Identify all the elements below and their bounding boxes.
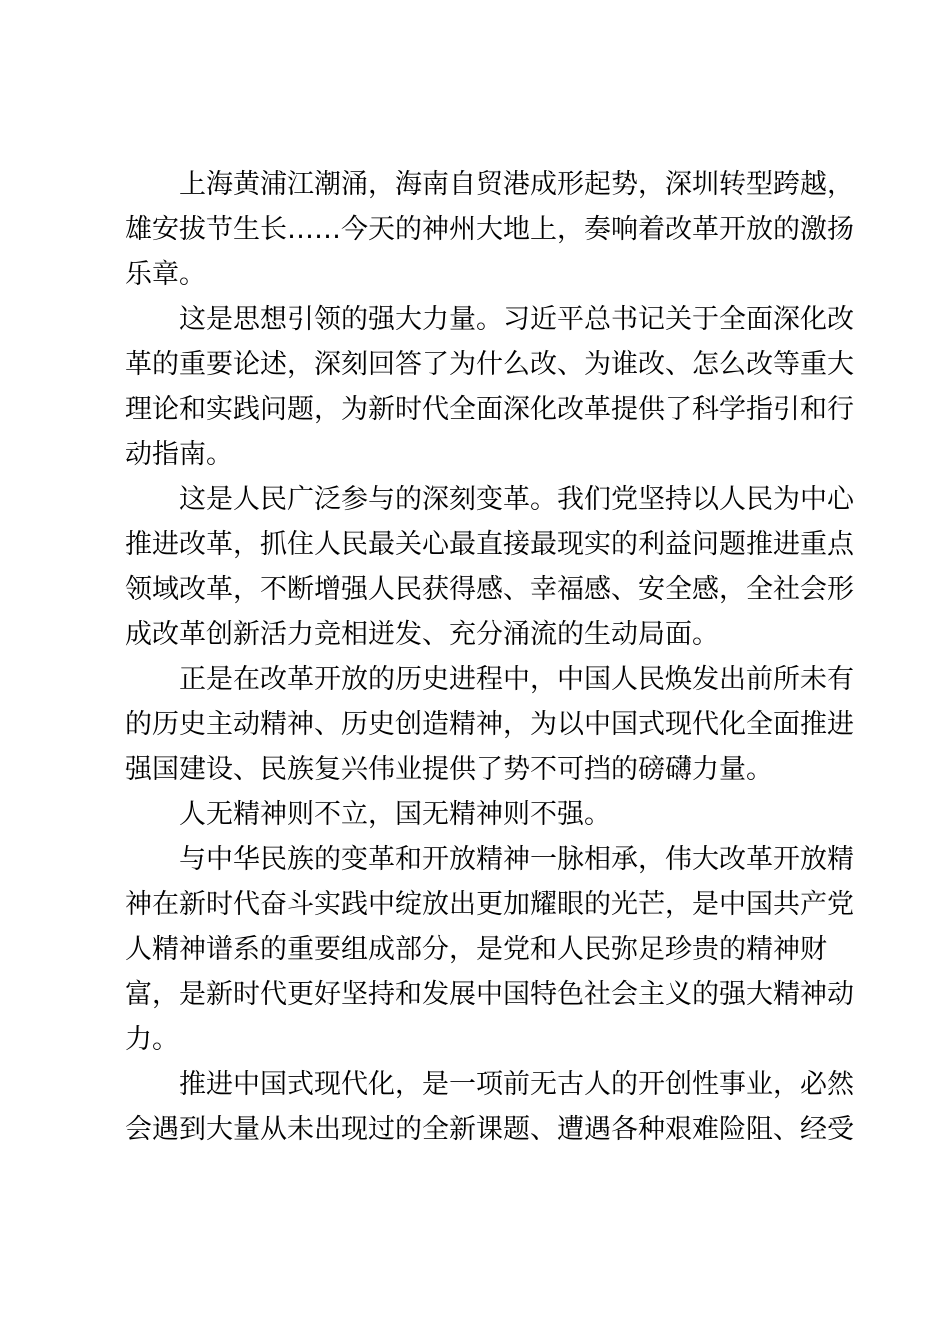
paragraph-3-line-3: 领域改革，不断增强人民获得感、幸福感、安全感，全社会形 [125,574,854,605]
paragraph-3-line-1: 这是人民广泛参与的深刻变革。我们党坚持以人民为中心 [179,484,854,515]
paragraph-2-line-2: 革的重要论述，深刻回答了为什么改、为谁改、怎么改等重大 [125,349,854,380]
paragraph-6-line-4: 富，是新时代更好坚持和发展中国特色社会主义的强大精神动 [125,979,854,1010]
paragraph-7-line-1: 推进中国式现代化，是一项前无古人的开创性事业，必然 [179,1069,854,1100]
paragraph-1-line-1: 上海黄浦江潮涌，海南自贸港成形起势，深圳转型跨越， [179,169,854,200]
paragraph-2-line-1: 这是思想引领的强大力量。习近平总书记关于全面深化改 [179,304,854,335]
paragraph-7-line-2: 会遇到大量从未出现过的全新课题、遭遇各种艰难险阻、经受 [125,1114,854,1145]
paragraph-1-line-3: 乐章。 [125,259,206,290]
document-body [125,162,854,1152]
paragraph-3-line-2: 推进改革，抓住人民最关心最直接最现实的利益问题推进重点 [125,529,854,560]
paragraph-5-line-1: 人无精神则不立，国无精神则不强。 [179,799,611,830]
paragraph-4-line-1: 正是在改革开放的历史进程中，中国人民焕发出前所未有 [179,664,854,695]
paragraph-4-line-2: 的历史主动精神、历史创造精神，为以中国式现代化全面推进 [125,709,854,740]
paragraph-2-line-3: 理论和实践问题，为新时代全面深化改革提供了科学指引和行 [125,394,854,425]
paragraph-1-line-2: 雄安拔节生长……今天的神州大地上，奏响着改革开放的激扬 [125,214,854,245]
paragraph-6-line-3: 人精神谱系的重要组成部分，是党和人民弥足珍贵的精神财 [125,934,827,965]
paragraph-4-line-3: 强国建设、民族复兴伟业提供了势不可挡的磅礴力量。 [125,754,773,785]
paragraph-2-line-4: 动指南。 [125,439,233,470]
paragraph-6-line-5: 力。 [125,1024,179,1055]
paragraph-6-line-2: 神在新时代奋斗实践中绽放出更加耀眼的光芒，是中国共产党 [125,889,854,920]
paragraph-3-line-4: 成改革创新活力竞相迸发、充分涌流的生动局面。 [125,619,719,650]
paragraph-6-line-1: 与中华民族的变革和开放精神一脉相承，伟大改革开放精 [179,844,854,875]
